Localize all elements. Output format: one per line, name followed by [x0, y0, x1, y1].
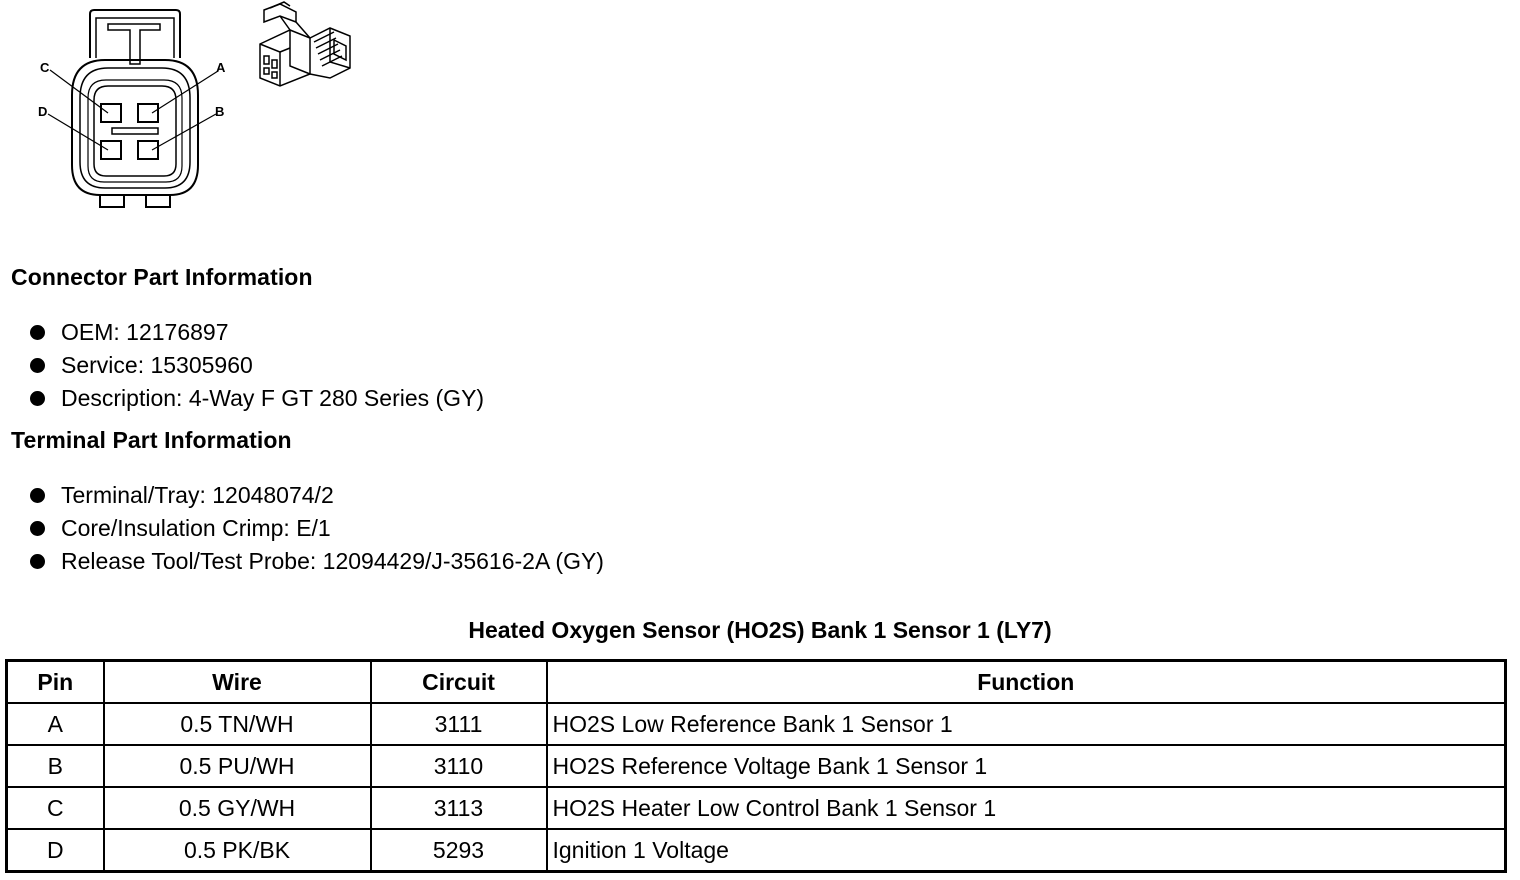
bullet-icon [30, 488, 45, 503]
cell-function: Ignition 1 Voltage [547, 829, 1506, 872]
cell-function: HO2S Low Reference Bank 1 Sensor 1 [547, 703, 1506, 745]
cell-function: HO2S Reference Voltage Bank 1 Sensor 1 [547, 745, 1506, 787]
terminal-part-info-heading: Terminal Part Information [11, 427, 292, 453]
connector-isometric-thumbnail [250, 0, 360, 90]
table-row [7, 787, 1506, 829]
bullet-icon [30, 521, 45, 536]
connector-face-diagram [0, 0, 240, 215]
header-pin: Pin [7, 661, 104, 704]
cell-function: HO2S Heater Low Control Bank 1 Sensor 1 [547, 787, 1506, 829]
bullet-icon [30, 391, 45, 406]
pinout-table [5, 659, 1507, 873]
pin-label-d: D [38, 104, 48, 119]
header-function: Function [547, 661, 1506, 704]
list-item: Service: 15305960 [11, 349, 484, 382]
list-item: Terminal/Tray: 12048074/2 [11, 479, 604, 512]
header-circuit: Circuit [371, 661, 547, 704]
list-item: Core/Insulation Crimp: E/1 [11, 512, 604, 545]
table-row [7, 829, 1506, 872]
cell-pin: A [7, 703, 104, 745]
cell-wire: 0.5 PU/WH [104, 745, 371, 787]
terminal-part-info-list [11, 479, 604, 578]
pin-label-c: C [40, 60, 50, 75]
table-row [7, 703, 1506, 745]
table-title: Heated Oxygen Sensor (HO2S) Bank 1 Sensor 1 (LY7) [468, 617, 1052, 643]
bullet-icon [30, 325, 45, 340]
cell-wire: 0.5 GY/WH [104, 787, 371, 829]
bullet-icon [30, 554, 45, 569]
list-item: Release Tool/Test Probe: 12094429/J-35616-2A (GY) [11, 545, 604, 578]
header-wire: Wire [104, 661, 371, 704]
cell-circuit: 3113 [371, 787, 547, 829]
cell-circuit: 5293 [371, 829, 547, 872]
pin-label-a: A [216, 60, 226, 75]
cell-wire: 0.5 TN/WH [104, 703, 371, 745]
cell-circuit: 3111 [371, 703, 547, 745]
connector-part-info-list [11, 316, 484, 415]
list-item: Description: 4-Way F GT 280 Series (GY) [11, 382, 484, 415]
cell-pin: B [7, 745, 104, 787]
table-header-row [7, 661, 1506, 704]
cell-circuit: 3110 [371, 745, 547, 787]
bullet-icon [30, 358, 45, 373]
connector-part-info-heading: Connector Part Information [11, 264, 313, 290]
pin-label-b: B [215, 104, 225, 119]
table-row [7, 745, 1506, 787]
cell-pin: C [7, 787, 104, 829]
list-item: OEM: 12176897 [11, 316, 484, 349]
cell-pin: D [7, 829, 104, 872]
cell-wire: 0.5 PK/BK [104, 829, 371, 872]
